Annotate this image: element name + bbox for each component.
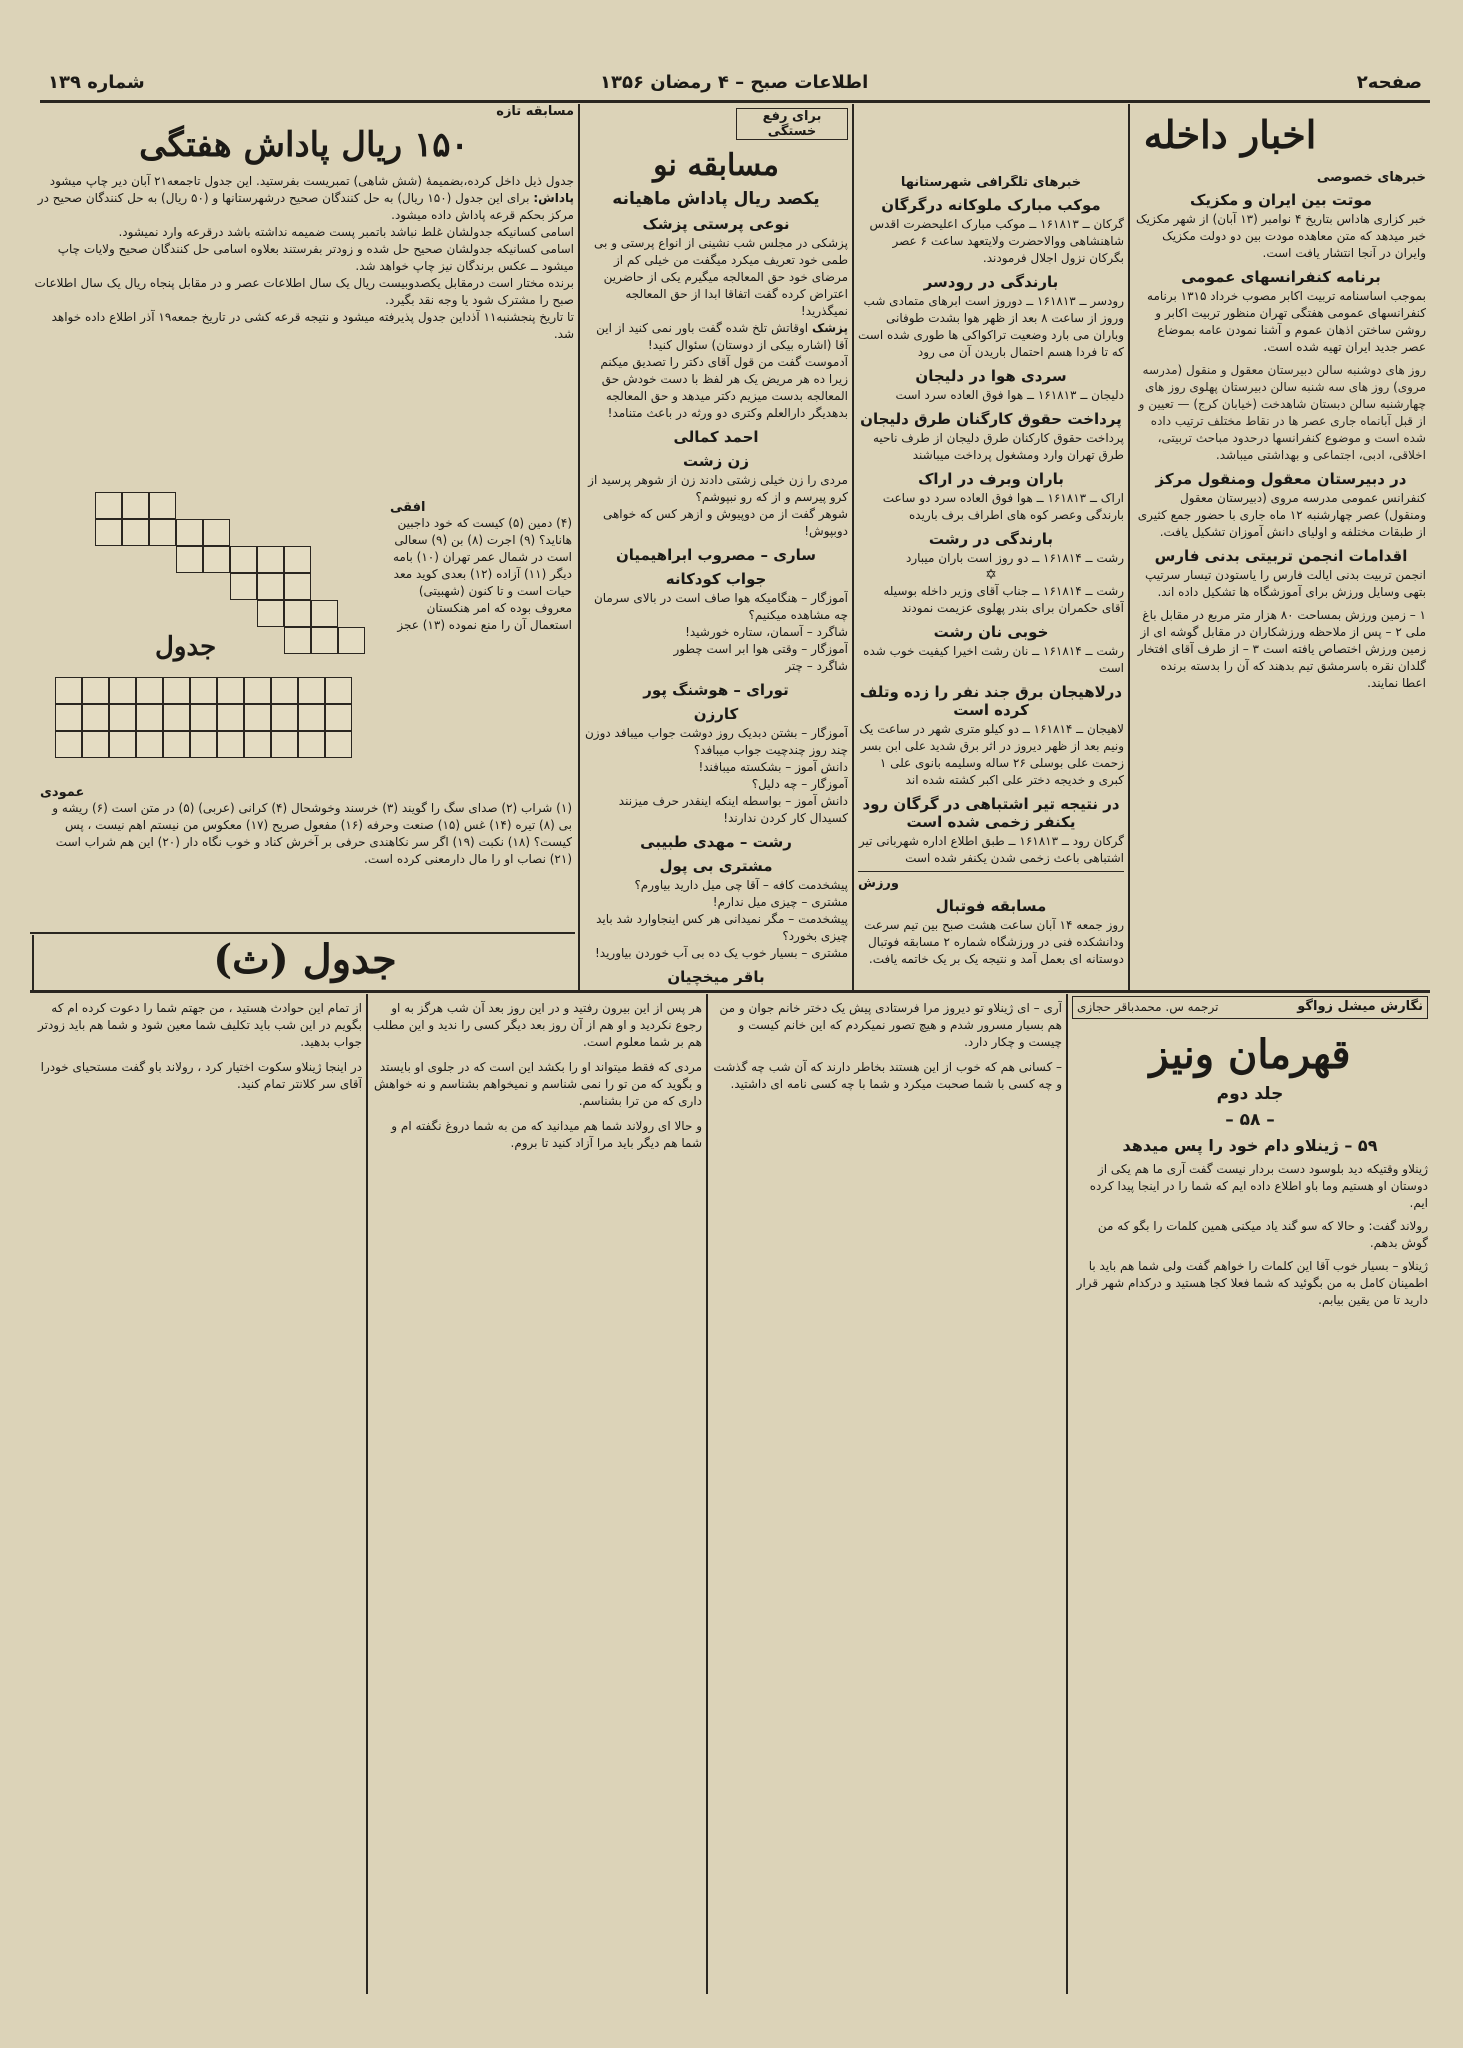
across-clues: (۴) دمین (۵) کیست که خود داجبین هاناید؟ (۹) اجرت (۸) بن (۹) سعالی است در شمال عمر تهران (۱۰) بامه دیگر (۱۱) آزاده (۱۲) بعدی کوید معد حیات است و تا کنون (شهبیتی) معروف بوده که امر هنکستان استعمال آن را منع نموده (۱۳) عجز: [392, 516, 572, 632]
crossword-cell: [311, 627, 338, 654]
news-text: پرداخت حقوق کارکنان طرق دلیجان از طرف ناحیه طرق تهران وارد ومشغول پرداخت میباشند: [872, 431, 1124, 462]
joke-text: دانش آموز – بشکسته میبافند!: [698, 760, 848, 774]
crossword-cell: [271, 704, 298, 731]
joke-author: رشت – مهدی طبیبی: [640, 833, 792, 851]
crossword-cell: [55, 704, 82, 731]
news-text: لاهیجان ــ ۱۶۱۸۱۴ ــ دو کیلو متری شهر در ساعت یک ونیم بعد از ظهر دیروز در اثر برق شدید علی ابن بسر زحمت علی بوسلی ۲۶ ساله وسلیمه بانوی علی ۱ کبری و خدیجه دختر علی اکبر کشته شده اند: [859, 722, 1124, 787]
serial-paragraph: هر پس از این بیرون رفتید و در این روز بعد آن شب هرگز به او رجوع نکردید و او هم از آن روز بعد دیگر کسی را ندید و این مطلب هم بر شما معلوم است.: [372, 1001, 702, 1049]
news-headline: باران وبرف در اراک: [918, 470, 1064, 488]
crossword-cell: [257, 600, 284, 627]
joke-text: پزشکی در مجلس شب نشینی از انواع پرستی و بی طمی خود تعریف میکرد میگفت من خیلی کم از مرضای خود حق المعالجه میگیرم یکی از حاضرین اعتراض کرده گفت اتفاقا ابدا از حق المعالجه نمیگذرید!: [594, 236, 848, 318]
joke-author: تورای – هوشنگ پور: [643, 681, 789, 699]
special-news-label: خبرهای خصوصی: [1316, 170, 1426, 185]
crossword-cell: [298, 704, 325, 731]
down-clues-block: [40, 785, 572, 925]
crossword-cell: [217, 677, 244, 704]
crossword-cell: [136, 677, 163, 704]
serial-paragraph: از تمام این حوادث هستید ، من جهتم شما را دعوت کرده ام که بگویم در این شب باید تکلیف شما معین شود و شما هم باید زودتر جواب بدهید.: [38, 1001, 362, 1049]
serial-paragraph: مردی که فقط میتواند او را بکشد این است که در جلوی او بایستد و بگوید که من تو را نمی شناسم و نمیخواهم بشناسم و نه خواهش داری که من ترا بشناسم.: [373, 1060, 702, 1108]
joke-text: آدموست گفت من قول آقای دکتر را تصدیق میکنم زیرا ده هر مریض یک هر لفظ با دست خودش حق المعالجه بدست میزیم دکتر میدهد و حق المعالجه بدهدیگر دارالعلم وکتری دو ورثه در باعث متنامد!: [600, 355, 848, 420]
crossword-cell: [298, 677, 325, 704]
crossword-cell: [284, 600, 311, 627]
joke-text: آموزگار – بشتن دبدیک روز دوشت جواب میبافد دوزن چند روز چندچیت جواب میبافد؟: [584, 726, 848, 757]
reward-label: پاداش:: [533, 191, 574, 205]
crossword-cell: [122, 492, 149, 519]
sports-text: روز جمعه ۱۴ آبان ساعت هشت صبح بین تیم سرعت ودانشکده فنی در ورزشگاه شماره ۲ مسابقه فوتبال دوستانه ای بعمل آمد و نتیجه یک بر یک خاتمه یافت.: [863, 918, 1124, 966]
crossword-cell: [217, 704, 244, 731]
contest-note: اسامی کسانیکه جدولشان صحیح حل شده و زودتر بفرستند بعلاوه اسامی حل کنندگان صحیح ولایات چاپ میشود ــ عکس برندگان نیز چاپ خواهد شد.: [57, 242, 574, 273]
crossword-cell: [244, 731, 271, 758]
news-headline: بارندگی در رودسر: [923, 273, 1059, 291]
news-headline: درلاهیجان برق جند نفر را زده وتلف کرده است: [859, 683, 1123, 719]
crossword-cell: [230, 573, 257, 600]
crossword-cell: [176, 546, 203, 573]
serial-text-column: [372, 1000, 702, 1986]
news-headline: برنامه کنفرانسهای عمومی: [1181, 268, 1381, 286]
crossword-cell: [325, 677, 352, 704]
crossword-cell: [122, 519, 149, 546]
serial-section-label: نگارش میشل زواگو: [1297, 999, 1423, 1014]
star-separator-icon: ✡: [985, 567, 997, 583]
joke-title: مشتری بی پول: [659, 857, 773, 875]
news-headline: پرداخت حقوق کارگنان طرق دلیجان: [860, 410, 1122, 428]
news-text: اراک ــ ۱۶۱۸۱۳ ــ هوا فوق العاده سرد دو ساعت بارندگی وعصر کوه های اطراف برف باریده: [882, 491, 1124, 522]
serial-paragraph: ژینلاو – بسیار خوب آقا این کلمات را خواهم گفت ولی شما هم باید با اطمینان کامل به من بگوئید که شما فعلا کجا هستید و درکدام شهر قرار دارید تا من یقین بیابم.: [1076, 1259, 1428, 1307]
issue-number: شماره ۱۳۹: [48, 72, 145, 93]
joke-text: آموزگار – هنگامیکه هوا صاف است در بالای سرمان چه مشاهده میکنیم؟: [593, 591, 848, 622]
crossword-cell: [136, 704, 163, 731]
crossword-cell: [284, 546, 311, 573]
crossword-cell: [109, 704, 136, 731]
news-text: خبر کزاری هاداس بتاریخ ۴ نوامبر (۱۳ آبان) از شهر مکزیک خبر میدهد که متن معاهده مودت بین دو دولت مکزیک وایران در آنجا انتشار یافت است.: [1136, 212, 1426, 260]
prize-contest-block: [34, 104, 574, 530]
contest-intro: جدول ذیل داخل کرده،بضمیمهٔ (شش شاهی) تمبریست بفرستید. این جدول تاجمعه۲۱ آبان دیر چاپ میشود: [49, 174, 574, 188]
sports-label: ورزش: [858, 876, 899, 891]
contest-note: برنده مختار است درمقابل یکصدوبیست ریال یک سال اطلاعات عصر و در مقابل پنجاه ریال یک سال اطلاعات صبح را مشترک شود یا وجه نقد بگیرد.: [34, 276, 574, 307]
crossword-cell: [244, 677, 271, 704]
crossword-cell: [271, 677, 298, 704]
crossword-cell: [55, 731, 82, 758]
puzzle-answers-title: جدول (ث): [213, 936, 397, 983]
horizontal-rule: [30, 932, 575, 934]
crossword-cell: [109, 677, 136, 704]
news-text: دلیجان ــ ۱۶۱۸۱۳ ــ هوا فوق العاده سرد است: [895, 388, 1124, 402]
joke-speaker: پزشک: [811, 321, 848, 335]
crossword-cell: [82, 731, 109, 758]
crossword-cell: [257, 546, 284, 573]
joke-title: کارزن: [693, 705, 739, 723]
news-text: رودسر ــ ۱۶۱۸۱۳ ــ دوروز است ابرهای متمادی شب وروز از ساعت ۸ بعد از ظهر هوا بشدت طوفانی وباران می بارد وضعیت تراکواکی ها طوری شده است که تا فردا هسم احتمال باریدن آن می رود: [858, 294, 1124, 359]
crossword-cell: [190, 704, 217, 731]
joke-author: باقر میخچیان: [667, 968, 765, 986]
news-headline: اقدامات انجمن تربیتی بدنی فارس: [1154, 547, 1408, 565]
news-headline: خوبی نان رشت: [933, 623, 1049, 641]
crossword-cell: [109, 731, 136, 758]
crossword-cell: [257, 573, 284, 600]
crossword-cell: [338, 627, 365, 654]
crossword-cell: [298, 731, 325, 758]
crossword-cell: [284, 573, 311, 600]
page-number: صفحه۲: [1356, 72, 1422, 93]
joke-text: شوهر گفت از من دوپیوش و ازهر کس که خواهی دوبپوش!: [602, 507, 848, 538]
joke-author: ساری – مصروب ابراهیمیان: [615, 546, 817, 564]
newspaper-dateline: اطلاعات صبح – ۴ رمضان ۱۳۵۶: [600, 72, 869, 93]
new-contest-subtitle: یکصد ریال پاداش ماهیانه: [612, 189, 820, 209]
joke-text: مشتری – چیزی میل ندارم!: [712, 895, 848, 909]
serial-chapter-title: ۵۹ – ژینلاو دام خود را پس میدهد: [1122, 1136, 1378, 1155]
crossword-grid-label: جدول: [155, 632, 217, 662]
joke-text: آموزگار – وقتی هوا ابر است چطور: [673, 642, 848, 656]
serial-paragraph: – کسانی هم که خوب از این هستند بخاطر دارند که آن شب چه گذشت و چه کسی با شما صحبت میکرد و شما با چه کسی نامه ای داشتید.: [713, 1060, 1062, 1091]
serial-paragraph: و حالا ای رولاند شما هم میدانید که من به شما دروغ نگفته ام و شما هم دیگر باید مرا آزاد کنید تا بروم.: [391, 1119, 702, 1150]
joke-text: آموزگار – چه دلیل؟: [751, 777, 848, 791]
new-contest-title: مسابقه نو: [653, 148, 779, 183]
crossword-cell: [82, 677, 109, 704]
crossword-cell: [163, 704, 190, 731]
reward-text: برای این جدول (۱۵۰ ریال) به حل کنندگان صحیح درشهرستانها و (۵۰ ریال) به حل کنندگان صحیح در مرکز بحکم قرعه پاداش داده میشود.: [37, 191, 574, 222]
column-rule: [706, 994, 708, 1994]
news-headline: در دبیرستان معقول ومنقول مرکز: [1155, 470, 1407, 488]
column-rule: [1066, 994, 1068, 1994]
crossword-cell: [82, 704, 109, 731]
crossword-cell: [163, 677, 190, 704]
joke-title: نوعی پرستی پزشک: [642, 215, 790, 233]
crossword-cell: [217, 731, 244, 758]
news-headline: در نتیجه تیر اشتباهی در گرگان رود یکنفر زخمی شده است: [862, 795, 1120, 831]
news-headline: موکب مبارک ملوکانه درگرگان: [881, 196, 1101, 214]
special-news-column: خبرهای خصوصی موتت بین ایران و مکزیک خبر کزاری هاداس بتاریخ ۴ نوامبر (۱۳ آبان) از شهر مکزیک خبر میدهد که متن معاهده مودت بین دو دولت مکزیک وایران در آنجا انتشار یافت است. برنامه کنفرانسهای عمومی بموجب اساسنامه تربیت اکابر مصوب خرداد ۱۳۱۵ برنامه کنفرانسهای عمومی هفتگی تهران منظور تربیت اکابر و روشن ساختن اذهان عموم و آشنا نمودن عامه بموضاع عصر جدید ایران تهیه شده است. روز های دوشنبه سالن دبیرستان معقول و منقول (مدرسه مروی) روز های سه شنبه سالن دبیرستان پهلوی روز های چهارشنبه سالن دبستان شاهدخت (خیابان کرج) — تعیین و از قبل آبانماه جاری عصر ها در نقاط مختلف ترتیب داده شده است و موضوع کنفرانسها درحدود مباحث تربیتی، اخلاقی، ادبی، اجتماعی و بهداشتی میباشد. در دبیرستان معقول ومنقول مرکز کنفرانس عمومی مدرسه مروی (دبیرستان معقول ومنقول) عصر چهارشنبه ۱۲ ماه جاری با حضور جمع کثیری از طبقات مختلفه و اولیای دانش آموزان تشکیل یافت. اقدامات انجمن تربیتی بدنی فارس انجمن تربیت بدنی ایالت فارس را یاستودن تیسار سرتیپ بتهی وسایل ورزش برای آموزشگاه ها تشکیل داده اند. ۱ – زمین ورزش بمساحت ۸۰ هزار متر مربع در مقابل باغ ملی ۲ – پس از ملاحظه ورزشکاران در مقابل گوشه ای از زمین ورزش اختصاص یافته است ۳ – از طرف آقای افتخار گلدان نقره باسرمشق تیم بدهند که آن را بدسته برنده اعطا نمایند.: [1136, 170, 1426, 690]
joke-text: شاگرد – چتر: [785, 659, 848, 673]
crossword-cell: [136, 731, 163, 758]
contest-note: اسامی کسانیکه جدولشان غلط نباشد باتمبر پست ضمیمه نداشته باشد درقرعه وارد نمیشود.: [118, 225, 574, 239]
horizontal-rule: [30, 990, 1430, 993]
column-rule: [32, 935, 34, 990]
column-rule: [1128, 104, 1130, 990]
crossword-cell: [176, 519, 203, 546]
joke-text: مردی را زن خیلی زشتی دادند زن از شوهر پرسید از کرو پیرسم و از که رو نبپوشم؟: [588, 473, 848, 504]
prize-contest-title: ۱۵۰ ریال پاداش هفتگی: [139, 125, 469, 165]
news-text: رشت ــ ۱۶۱۸۱۴ ــ دو روز است باران میبارد: [906, 551, 1124, 565]
serial-paragraph: در اینجا ژینلاو سکوت اختیار کرد ، رولاند باو گفت مستحیای خودرا آقای سر کلانتر تمام کنید.: [40, 1060, 362, 1091]
domestic-news-title: اخبار داخله: [1143, 112, 1317, 157]
domestic-news-column: [858, 175, 1124, 985]
serial-text-column: [712, 1000, 1062, 1986]
joke-author: احمد کمالی: [673, 428, 759, 446]
across-label: افقی: [390, 500, 426, 515]
joke-text: پیشخدمت کافه – آقا چی میل دارید بیاورم؟: [634, 878, 848, 892]
crossword-cell: [55, 677, 82, 704]
joke-text: شاگرد – آسمان، ستاره خورشید!: [685, 625, 848, 639]
news-headline: سردی هوا در دلیجان: [915, 367, 1067, 385]
crossword-cell: [203, 546, 230, 573]
crossword-cell: [190, 677, 217, 704]
across-clues-block: [390, 500, 572, 800]
crossword-cell: [163, 731, 190, 758]
contest-note: تا تاریخ پنجشنبه۱۱ آذداین جدول پذیرفته میشود و نتیجه قرعه کشی در تاریخ جمعه۱۹ آذر اطلاع داده خواهد شد.: [51, 310, 574, 341]
news-text: بموجب اساسنامه تربیت اکابر مصوب خرداد ۱۳۱۵ برنامه کنفرانسهای عمومی هفتگی تهران منظور تربیت اکابر و روشن ساختن اذهان عموم و آشنا نمودن عامه بموضاع عصر جدید ایران تهیه شده است.: [1147, 289, 1426, 354]
news-text: رشت ــ ۱۶۱۸۱۴ ــ نان رشت اخیرا کیفیت خوب شده است: [863, 644, 1124, 675]
crossword-cell: [325, 704, 352, 731]
column-rule: [578, 104, 580, 990]
crossword-cell: [149, 519, 176, 546]
crossword-cell: [271, 731, 298, 758]
new-contest-column: [584, 108, 848, 986]
joke-text: اوقاتش تلخ شده گفت باور نمی کنید از این آقا (اشاره بیکی از دوستان) سئوال کنید!: [596, 321, 848, 352]
joke-title: زن زشت: [683, 452, 749, 470]
serial-translator: ترجمه س. محمدباقر حجازی: [1077, 1000, 1219, 1014]
crossword-cell: [244, 704, 271, 731]
crossword-cell: [149, 492, 176, 519]
puzzle-answers-block: [36, 935, 574, 990]
serial-part: – ۵۸ –: [1225, 1110, 1275, 1130]
news-text: انجمن تربیت بدنی ایالت فارس را یاستودن تیسار سرتیپ بتهی وسایل ورزش برای آموزشگاه ها تشکیل داده اند.: [1145, 568, 1426, 599]
serial-text-column: [34, 1000, 362, 1986]
joke-text: مشتری – بسیار خوب یک ده بی آب خوردن بیاورید!: [594, 946, 848, 960]
crossword-cell: [284, 627, 311, 654]
column-rule: [852, 104, 854, 990]
crossword-cell: [95, 492, 122, 519]
joke-text: پیشخدمت – مگر نمیدانی هر کس اینجاوارد شد باید چیزی بخورد؟: [596, 912, 848, 943]
contest-kicker: برای رفع خستگی: [736, 108, 848, 140]
news-text: گرکان ــ ۱۶۱۸۱۳ ــ موکب مبارک اعلیحضرت اقدس شاهنشاهی ووالاحضرت ولایتعهد ساعت ۶ عصر بگرکان نزول اجلال فرمودند.: [869, 217, 1124, 265]
serial-title: قهرمان ونیز: [1149, 1031, 1351, 1078]
news-text: کنفرانس عمومی مدرسه مروی (دبیرستان معقول ومنقول) عصر چهارشنبه ۱۲ ماه جاری با حضور جمع کثیری از طبقات مختلفه و اولیای دانش آموزان تشکیل یافت.: [1137, 491, 1426, 539]
crossword-cell: [230, 546, 257, 573]
serial-paragraph: آری – ای ژینلاو تو دیروز مرا فرستادی پیش یک دختر خانم جوان و من هم بسیار مسرور شدم و هیچ تصور نمیکردم که این خانم کیست و چیست و چکار دارد.: [719, 1001, 1062, 1049]
crossword-cell: [325, 731, 352, 758]
crossword-cell: [190, 731, 217, 758]
telegraph-news-label: خبرهای تلگرافی شهرستانها: [900, 175, 1082, 190]
column-rule: [366, 994, 368, 1994]
serial-paragraph: رولاند گفت: و حالا که سو گند یاد میکنی همین کلمات را بگو که من گوش بدهم.: [1097, 1219, 1428, 1250]
down-clues: (۱) شراب (۲) صدای سگ را گویند (۳) خرسند وخوشحال (۴) کرانی (عربی) (۵) در متن است (۶) ریشه و بی (۸) تیره (۱۴) غس (۱۵) صنعت وحرفه (۱۶) مفعول صریح (۱۷) معکوس من نیستم اهم نیست ، پس کیست؟ (۱۸) نکبت (۱۹) اگر سر نکاهندی حرفی بر آخرش کناد و خوب نگاه دار (۲۰) این هم شراب است (۲۱) نصاب او را مال دارمعنی کرده است.: [52, 801, 572, 866]
joke-text: دانش آموز – بواسطه اینکه اینفدر حرف میزنند کسیدال کار کردن ندارند!: [618, 794, 848, 825]
page-header: [40, 66, 1430, 103]
serial-volume: جلد دوم: [1216, 1084, 1284, 1104]
serial-story-column: [1072, 996, 1428, 1986]
crossword-cell: [311, 600, 338, 627]
joke-title: جواب کودکانه: [665, 570, 767, 588]
crossword-cell: [203, 519, 230, 546]
crossword-grid: [55, 492, 385, 782]
news-text: گرکان رود ــ ۱۶۱۸۱۳ ــ طبق اطلاع اداره شهربانی تیر اشتباهی باعث زخمی شدن یکنفر شده است: [858, 834, 1124, 865]
contest-kicker: مسابقه تازه: [496, 104, 574, 119]
news-text: رشت ــ ۱۶۱۸۱۴ ــ جناب آقای وزیر داخله بوسیله آقای حکمران برای بندر پهلوی عزیمت نمودند: [883, 584, 1124, 615]
news-headline: بارندگی در رشت: [928, 530, 1054, 548]
serial-paragraph: ژینلاو وقتیکه دید بلوسود دست بردار نیست گفت آری ما هم یکی از دوستان او هستیم وما باو اطلاع داده ایم که شما را در اینجا پیدا کرده ایم.: [1089, 1162, 1428, 1210]
news-headline: موتت بین ایران و مکزیک: [1189, 191, 1373, 209]
down-label: عمودی: [40, 785, 85, 800]
crossword-cell: [95, 519, 122, 546]
sports-headline: مسابقه فوتبال: [935, 897, 1047, 915]
